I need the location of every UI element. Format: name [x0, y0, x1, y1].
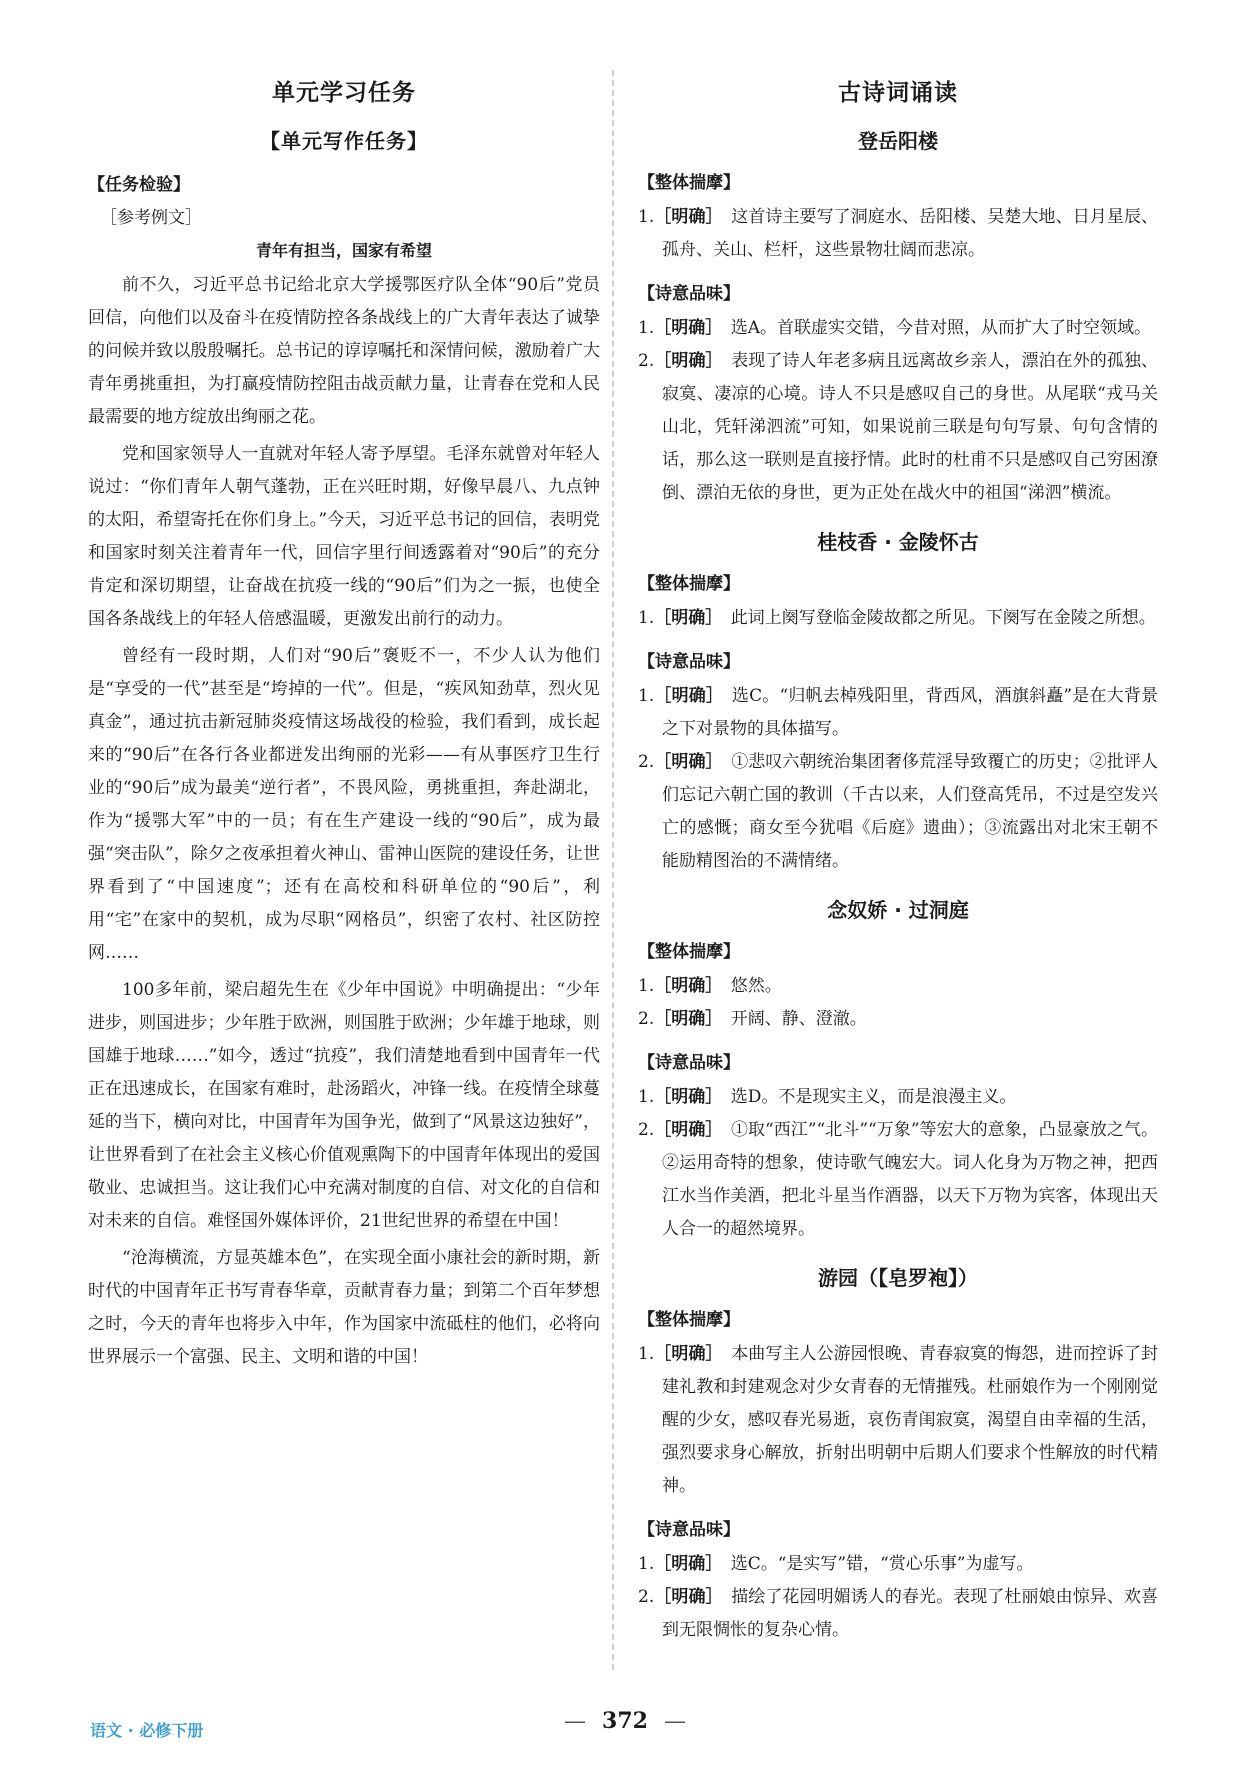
answer-item: 1.［明确］ 本曲写主人公游园恨晚、青春寂寞的悔怨，进而控诉了封建礼教和封建观念对少女青春的无情摧残。杜丽娘作为一个刚刚觉醒的少女，感叹春光易逝，哀伤青闺寂寞，渴望自由幸福的生活，强烈要求身心解放，折射出明朝中后期人们要求个性解放的时代精神。 [638, 1344, 1159, 1496]
group-tag: 【诗意品味】 [638, 652, 740, 672]
group-tag: 【整体揣摩】 [638, 173, 740, 193]
poem-heading: 桂枝香 · 金陵怀古 [817, 530, 979, 554]
left-column [88, 60, 600, 1378]
answer-item: 2.［明确］ ①取“西江”“北斗”“万象”等宏大的意象，凸显豪放之气。②运用奇特的想象，使诗歌气魄宏大。词人化身为万物之神，把西江水当作美酒，把北斗星当作酒器，以天下万物为宾客，体现出天人合一的超然境界。 [638, 1120, 1159, 1239]
page-number: 372 [602, 1708, 648, 1734]
answer-item: 1.［明确］ 选C。“归帆去棹残阳里，背西风，酒旗斜矗”是在大背景之下对景物的具体描写。 [638, 686, 1159, 739]
group-tag: 【诗意品味】 [638, 1053, 740, 1073]
answer-item: 1.［明确］ 此词上阕写登临金陵故都之所见。下阕写在金陵之所想。 [638, 608, 1156, 628]
essay-paragraph: “沧海横流，方显英雄本色”，在实现全面小康社会的新时期，新时代的中国青年正书写青春华章，贡献青春力量；到第二个百年梦想之时，今天的青年也将步入中年，作为国家中流砥柱的他们，必将向世界展示一个富强、民主、文明和谐的中国！ [88, 1248, 600, 1367]
poem-heading: 游园（【皂罗袍】） [818, 1266, 978, 1290]
essay-paragraph: 曾经有一段时期，人们对“90后”褒贬不一，不少人认为他们是“享受的一代”甚至是“垮掉的一代”。但是，“疾风知劲草，烈火见真金”，通过抗击新冠肺炎疫情这场战役的检验，我们看到，成长起来的“90后”在各行各业都迸发出绚丽的光彩——有从事医疗卫生行业的“90后”成为最美“逆行者”，不畏风险，勇挑重担，奔赴湖北，作为“援鄂大军”中的一员；有在生产建设一线的“90后”，成为最强“突击队”，除夕之夜承担着火神山、雷神山医院的建设任务，让世界看到了“中国速度”；还有在高校和科研单位的“90后”，利用“宅”在家中的契机，成为尽职“网格员”，织密了农村、社区防控网…… [88, 646, 600, 963]
page-dash-left: — [564, 1709, 587, 1734]
answer-item: 2.［明确］ 开阔、静、澄澈。 [638, 1009, 867, 1029]
answer-item: 1.［明确］ 选D。不是现实主义，而是浪漫主义。 [638, 1087, 1017, 1107]
answer-item: 2.［明确］ 表现了诗人年老多病且远离故乡亲人，漂泊在外的孤独、寂寞、凄凉的心境。诗人不只是感叹自己的身世。从尾联“戎马关山北，凭轩涕泗流”可知，如果说前三联是句句写景、句句含情的话，那么这一联则是直接抒情。此时的杜甫不只是感叹自己穷困潦倒、漂泊无依的身世，更为正处在战火中的祖国“涕泗”横流。 [638, 351, 1159, 503]
essay-paragraph: 100多年前，梁启超先生在《少年中国说》中明确提出：“少年进步，则国进步；少年胜于欧洲，则国胜于欧洲；少年雄于地球，则国雄于地球……”如今，透过“抗疫”，我们清楚地看到中国青年一代正在迅速成长，在国家有难时，赴汤蹈火，冲锋一线。在疫情全球蔓延的当下，横向对比，中国青年为国争光，做到了“风景这边独好”，让世界看到了在社会主义核心价值观熏陶下的中国青年体现出的爱国敬业、忠诚担当。这让我们心中充满对制度的自信、对文化的自信和对未来的自信。难怪国外媒体评价，21世纪世界的希望在中国！ [88, 980, 600, 1231]
poem-heading: 登岳阳楼 [858, 129, 938, 153]
answer-item: 1.［明确］ 这首诗主要写了洞庭水、岳阳楼、吴楚大地、日月星辰、孤舟、关山、栏杆，这些景物壮阔而悲凉。 [638, 207, 1159, 260]
sample-essay-tag: ［参考例文］ [100, 208, 202, 228]
book-label: 语文 · 必修下册 [90, 1721, 204, 1740]
answer-item: 1.［明确］ 选A。首联虚实交错，今昔对照，从而扩大了时空领域。 [638, 318, 1152, 338]
group-tag: 【整体揣摩】 [638, 574, 740, 594]
column-divider [612, 70, 614, 1670]
group-tag: 【整体揣摩】 [638, 942, 740, 962]
answer-item: 2.［明确］ 描绘了花园明媚诱人的春光。表现了杜丽娘由惊异、欢喜到无限惆怅的复杂心情。 [638, 1587, 1159, 1640]
group-tag: 【诗意品味】 [638, 1520, 740, 1540]
task-check-tag: 【任务检验】 [88, 175, 190, 195]
writing-task-subtitle: 【单元写作任务】 [260, 129, 428, 153]
essay-paragraph: 党和国家领导人一直就对年轻人寄予厚望。毛泽东就曾对年轻人说过：“你们青年人朝气蓬勃，正在兴旺时期，好像早晨八、九点钟的太阳，希望寄托在你们身上。”今天，习近平总书记的回信，表明党和国家时刻关注着青年一代，回信字里行间透露着对“90后”的充分肯定和深切期望，让奋战在抗疫一线的“90后”们为之一振，也使全国各条战线上的年轻人倍感温暖，更激发出前行的动力。 [88, 444, 600, 629]
answer-item: 2.［明确］ ①悲叹六朝统治集团奢侈荒淫导致覆亡的历史；②批评人们忘记六朝亡国的教训（千古以来，人们登高凭吊，不过是空发兴亡的感慨；商女至今犹唱《后庭》遗曲）；③流露出对北宋王朝不能励精图治的不满情绪。 [638, 752, 1159, 871]
poetry-reading-title: 古诗词诵读 [838, 80, 958, 106]
right-column [638, 60, 1158, 1647]
poem-heading: 念奴娇 · 过洞庭 [827, 898, 969, 922]
page-dash-right: — [663, 1709, 686, 1734]
essay-title: 青年有担当，国家有希望 [255, 241, 432, 260]
group-tag: 【诗意品味】 [638, 284, 740, 304]
group-tag: 【整体揣摩】 [638, 1310, 740, 1330]
page-number-row [0, 1708, 1250, 1734]
unit-task-title: 单元学习任务 [272, 80, 416, 106]
answer-item: 1.［明确］ 选C。“是实写”错，“赏心乐事”为虚写。 [638, 1554, 1034, 1574]
answer-item: 1.［明确］ 悠然。 [638, 976, 782, 996]
essay-paragraph: 前不久，习近平总书记给北京大学援鄂医疗队全体“90后”党员回信，向他们以及奋斗在疫情防控各条战线上的广大青年表达了诚挚的问候并致以殷殷嘱托。总书记的谆谆嘱托和深情问候，激励着广大青年勇挑重担，为打赢疫情防控阻击战贡献力量，让青春在党和人民最需要的地方绽放出绚丽之花。 [88, 275, 600, 427]
